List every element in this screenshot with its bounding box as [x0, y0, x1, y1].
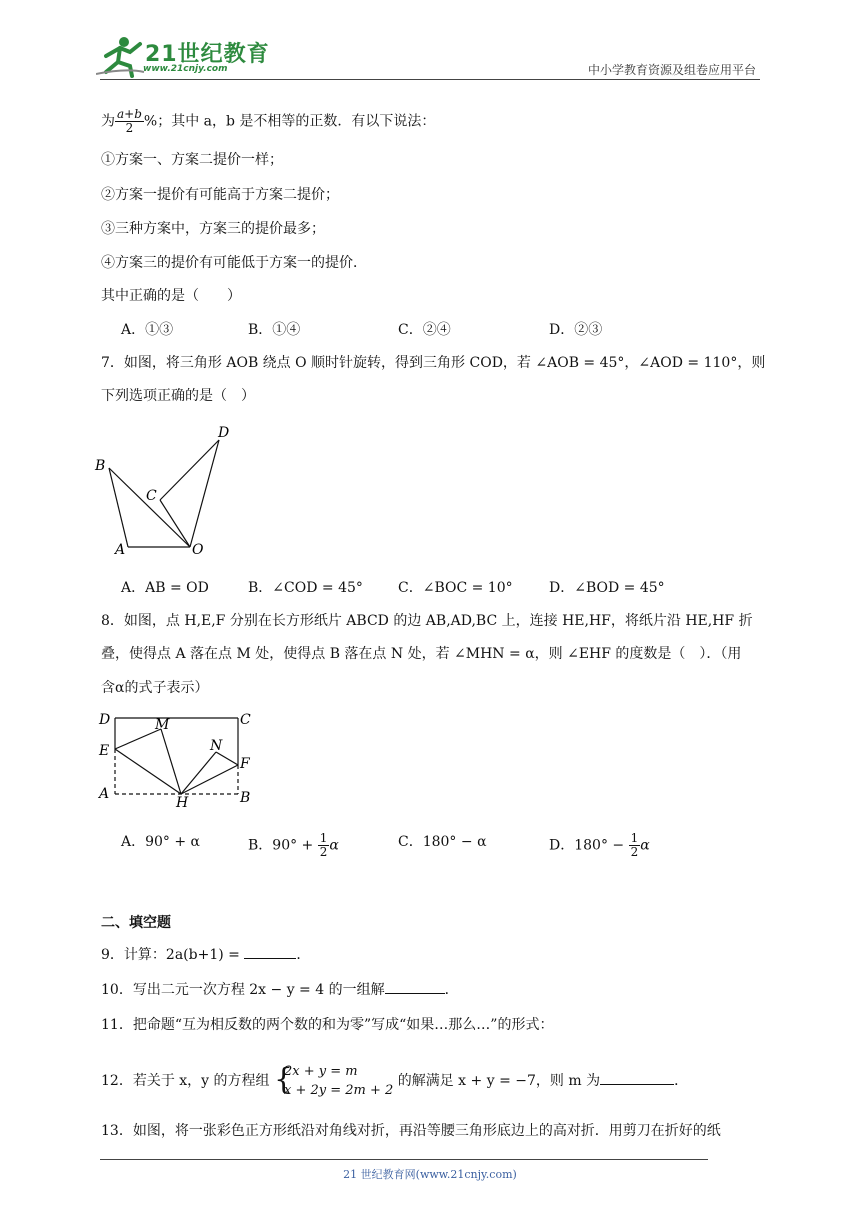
q7-line-1: 7．如图，将三角形 AOB 绕点 O 顺时针旋转，得到三角形 COD，若 ∠AOB = 45°，∠AOD = 110°，则: [101, 355, 766, 371]
q8-option-b-half: [318, 832, 330, 859]
q6-frac-den: 2: [125, 121, 134, 135]
q8-option-d-alpha: α: [640, 837, 650, 854]
q12-equation-system: [274, 1062, 393, 1100]
q6-question: 其中正确的是（ ）: [101, 288, 241, 304]
footer-site-text: 21 世纪教育网(www.21cnjy.com): [343, 1168, 517, 1181]
q12-line: [101, 1062, 688, 1100]
header-divider: [100, 79, 760, 80]
q7-label-a: A: [115, 542, 126, 558]
q8-label-d: D: [99, 712, 111, 728]
header-platform-text: 中小学教育资源及组卷应用平台: [587, 63, 756, 77]
q7-label-d: D: [218, 425, 230, 441]
q7-line-2: 下列选项正确的是（ ）: [101, 388, 255, 404]
q8-label-m: M: [155, 717, 170, 733]
q8-line-2: 叠，使得点 A 落在点 M 处，使得点 B 落在点 N 处，若 ∠MHN = α，则 ∠EHF 的度数是（ ）．（用: [101, 646, 742, 662]
q13-line: 13．如图，将一张彩色正方形纸沿对角线对折，再沿等腰三角形底边上的高对折．用剪刀在折好的纸: [101, 1123, 721, 1139]
q8-folding-figure: [92, 706, 267, 811]
q7-rotation-figure: [90, 420, 250, 560]
q8-edge-hn: [181, 752, 216, 794]
q8-line-1: 8．如图，点 H,E,F 分别在长方形纸片 ABCD 的边 AB,AD,BC 上，连接 HE,HF，将纸片沿 HE,HF 折: [101, 613, 753, 629]
footer-divider: [100, 1159, 708, 1160]
q6-intro-suffix: %；其中 a，b 是不相等的正数．有以下说法：: [143, 113, 436, 130]
q9-text: 9．计算：2a(b+1) =: [101, 947, 245, 963]
q6-option-c: C．②④: [398, 322, 451, 338]
q7-segment-ba: [109, 468, 128, 547]
q10-text: 10．写出二元一次方程 2x − y = 4 的一组解: [101, 982, 385, 998]
q8-option-d-num: 1: [630, 831, 639, 845]
q10-answer-blank[interactable]: [385, 993, 445, 994]
q6-intro: [101, 108, 435, 135]
q7-segment-cd: [160, 440, 219, 500]
q6-option-d: D．②③: [549, 322, 603, 338]
q6-fraction: [115, 108, 144, 135]
q8-label-h: H: [176, 795, 189, 811]
q8-line-3: 含α的式子表示）: [101, 680, 209, 696]
q8-option-b-text: B．90° +: [248, 837, 318, 854]
q8-option-d: [549, 832, 650, 859]
q6-frac-num: a+b: [117, 107, 142, 121]
q12-suffix: 的解满足 x + y = −7，则 m 为: [397, 1073, 601, 1089]
q8-label-f: F: [240, 756, 250, 772]
q9-end: ．: [296, 947, 311, 963]
q8-label-n: N: [210, 738, 223, 754]
q7-option-d: D．∠BOD = 45°: [549, 580, 665, 596]
logo-title: 21世纪教育: [145, 42, 270, 67]
q12-end: ．: [674, 1073, 689, 1089]
q8-option-c: C．180° − α: [398, 834, 487, 850]
q7-label-b: B: [95, 458, 106, 474]
q6-option-b: B．①④: [248, 322, 301, 338]
q6-statement-3: ③三种方案中，方案三的提价最多；: [101, 221, 325, 237]
q8-edge-eh: [115, 749, 181, 794]
q8-label-c: C: [240, 712, 251, 728]
q7-segment-co: [160, 500, 190, 547]
q9-answer-blank[interactable]: [244, 958, 296, 959]
q6-statement-4: ④方案三的提价有可能低于方案一的提价．: [101, 255, 367, 271]
q7-segment-bo: [109, 468, 190, 547]
q12-brace-icon: {: [273, 1062, 294, 1097]
q7-segment-do: [190, 440, 219, 547]
q8-option-b-den: 2: [319, 845, 328, 859]
q8-option-a: A．90° + α: [121, 834, 201, 850]
q7-option-a: A．AB = OD: [121, 580, 209, 596]
q6-statement-1: ①方案一、方案二提价一样；: [101, 152, 283, 168]
q7-option-b: B．∠COD = 45°: [248, 580, 363, 596]
q7-label-o: O: [192, 542, 204, 558]
q12-eq-2: x + 2y = 2m + 2: [283, 1083, 394, 1098]
q8-option-b-num: 1: [319, 831, 328, 845]
q8-label-b: B: [240, 790, 251, 806]
q8-edge-hf: [181, 765, 238, 794]
q6-statement-2: ②方案一提价有可能高于方案二提价；: [101, 187, 339, 203]
q7-label-c: C: [146, 488, 157, 504]
q8-option-b: [248, 832, 339, 859]
q10-end: ．: [444, 982, 459, 998]
q7-option-c: C．∠BOC = 10°: [398, 580, 513, 596]
q8-option-d-half: [629, 832, 641, 859]
q8-option-b-alpha: α: [329, 837, 339, 854]
q10-line: [101, 980, 459, 1000]
q11-line: 11．把命题“互为相反数的两个数的和为零”写成“如果…那么…”的形式：: [101, 1017, 554, 1033]
q6-intro-prefix: 为: [101, 113, 115, 130]
q12-prefix: 12．若关于 x，y 的方程组: [101, 1073, 270, 1089]
q8-edge-mh: [161, 729, 181, 794]
q8-option-d-den: 2: [630, 845, 639, 859]
q6-option-a: A．①③: [121, 322, 174, 338]
q12-eq-1: 2x + y = m: [283, 1064, 358, 1079]
q8-option-d-text: D．180° −: [549, 837, 629, 854]
q8-label-e: E: [99, 743, 110, 759]
q9-line: [101, 945, 310, 965]
q12-answer-blank[interactable]: [600, 1084, 674, 1085]
q8-label-a: A: [99, 786, 110, 802]
logo-url: www.21cnjy.com: [143, 64, 228, 74]
section-fill-in-title: 二、填空题: [101, 915, 171, 931]
